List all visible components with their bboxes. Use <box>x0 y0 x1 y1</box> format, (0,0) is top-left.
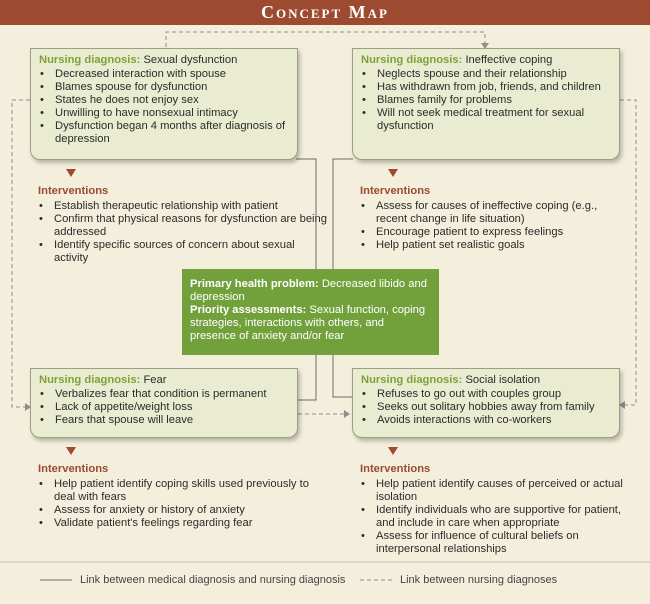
arrowhead-social <box>344 410 350 418</box>
list-item: • Avoids interactions with co-workers <box>361 414 611 427</box>
list-item: • States he does not enjoy sex <box>39 94 289 107</box>
diagnosis-name: Sexual dysfunction <box>143 54 238 66</box>
list-item: • Establish therapeutic relationship with patient <box>38 200 328 213</box>
list-item: • Fears that spouse will leave <box>39 414 289 427</box>
link-primary-coping <box>333 159 353 269</box>
diagnosis-name: Ineffective coping <box>465 54 553 66</box>
list-item: • Blames family for problems <box>361 94 611 107</box>
list-item: • Neglects spouse and their relationship <box>361 68 611 81</box>
list-item: • Unwilling to have nonsexual intimacy <box>39 107 289 120</box>
diagnosis-social-isolation <box>352 368 620 438</box>
priority-assessments-label: Priority assessments: <box>190 304 307 316</box>
list-item: • Help patient identify causes of perceived or actual isolation <box>360 478 625 504</box>
primary-problem-text: Decreased libido and depression <box>190 278 427 303</box>
diagnosis-fear <box>30 368 298 438</box>
list-item: • Assess for causes of ineffective coping (e.g., recent change in life situation) <box>360 200 620 226</box>
link-primary-fear <box>296 355 316 400</box>
interventions-social-isolation <box>360 463 625 556</box>
link-coping-isolation <box>620 100 636 405</box>
list-item: • Assess for influence of cultural beliefs on interpersonal relationships <box>360 530 625 556</box>
priority-assessments-text: Sexual function, coping strategies, interactions with others, and presence of anxiety and/or fear <box>190 304 426 342</box>
down-arrow-icon <box>66 447 76 455</box>
diagnosis-sexual-dysfunction <box>30 48 298 160</box>
interventions-heading: Interventions <box>360 185 431 197</box>
page-title: Concept Map <box>261 2 389 22</box>
list-item: • Lack of appetite/weight loss <box>39 401 289 414</box>
primary-health-problem <box>182 269 439 355</box>
primary-problem-label: Primary health problem: <box>190 278 319 290</box>
intervention-list <box>360 200 620 252</box>
list-item: • Dysfunction began 4 months after diagnosis of depression <box>39 120 289 146</box>
interventions-heading: Interventions <box>38 185 109 197</box>
list-item: • Assess for anxiety or history of anxiety <box>38 504 328 517</box>
legend-solid-label: Link between medical diagnosis and nursing diagnosis <box>80 574 346 586</box>
intervention-list <box>38 478 328 530</box>
diagnosis-name: Social isolation <box>465 374 541 386</box>
diagnosis-label: Nursing diagnosis: <box>361 374 463 386</box>
interventions-heading: Interventions <box>360 463 431 475</box>
list-item: • Help patient set realistic goals <box>360 239 620 252</box>
list-item: • Will not seek medical treatment for sexual dysfunction <box>361 107 611 133</box>
list-item: • Blames spouse for dysfunction <box>39 81 289 94</box>
down-arrow-icon <box>66 169 76 177</box>
down-arrow-icon <box>388 447 398 455</box>
interventions-ineffective-coping <box>360 185 620 252</box>
list-item: • Help patient identify coping skills used previously to deal with fears <box>38 478 328 504</box>
list-item: • Identify individuals who are supportive for patient, and include in care when appropriate <box>360 504 625 530</box>
list-item: • Seeks out solitary hobbies away from family <box>361 401 611 414</box>
diagnosis-label: Nursing diagnosis: <box>39 54 141 66</box>
intervention-list <box>360 478 625 556</box>
diagnosis-name: Fear <box>143 374 167 386</box>
legend-dashed-label: Link between nursing diagnoses <box>400 574 558 586</box>
diagnosis-label: Nursing diagnosis: <box>361 54 463 66</box>
diagnosis-ineffective-coping <box>352 48 620 160</box>
link-sexual-fear <box>12 100 30 407</box>
list-item: • Validate patient's feelings regarding fear <box>38 517 328 530</box>
down-arrow-icon <box>388 169 398 177</box>
link-primary-isolation <box>333 355 353 397</box>
finding-list <box>39 388 289 427</box>
list-item: • Encourage patient to express feelings <box>360 226 620 239</box>
link-sexual-coping <box>166 32 485 47</box>
list-item: • Decreased interaction with spouse <box>39 68 289 81</box>
finding-list <box>361 388 611 427</box>
finding-list <box>361 68 611 133</box>
list-item: • Confirm that physical reasons for dysfunction are being addressed <box>38 213 328 239</box>
diagnosis-label: Nursing diagnosis: <box>39 374 141 386</box>
list-item: • Has withdrawn from job, friends, and children <box>361 81 611 94</box>
interventions-sexual-dysfunction <box>38 185 328 265</box>
intervention-list <box>38 200 328 265</box>
legend <box>0 568 650 592</box>
list-item: • Refuses to go out with couples group <box>361 388 611 401</box>
interventions-heading: Interventions <box>38 463 109 475</box>
interventions-fear <box>38 463 328 530</box>
list-item: • Identify specific sources of concern about sexual activity <box>38 239 328 265</box>
finding-list <box>39 68 289 146</box>
list-item: • Verbalizes fear that condition is permanent <box>39 388 289 401</box>
